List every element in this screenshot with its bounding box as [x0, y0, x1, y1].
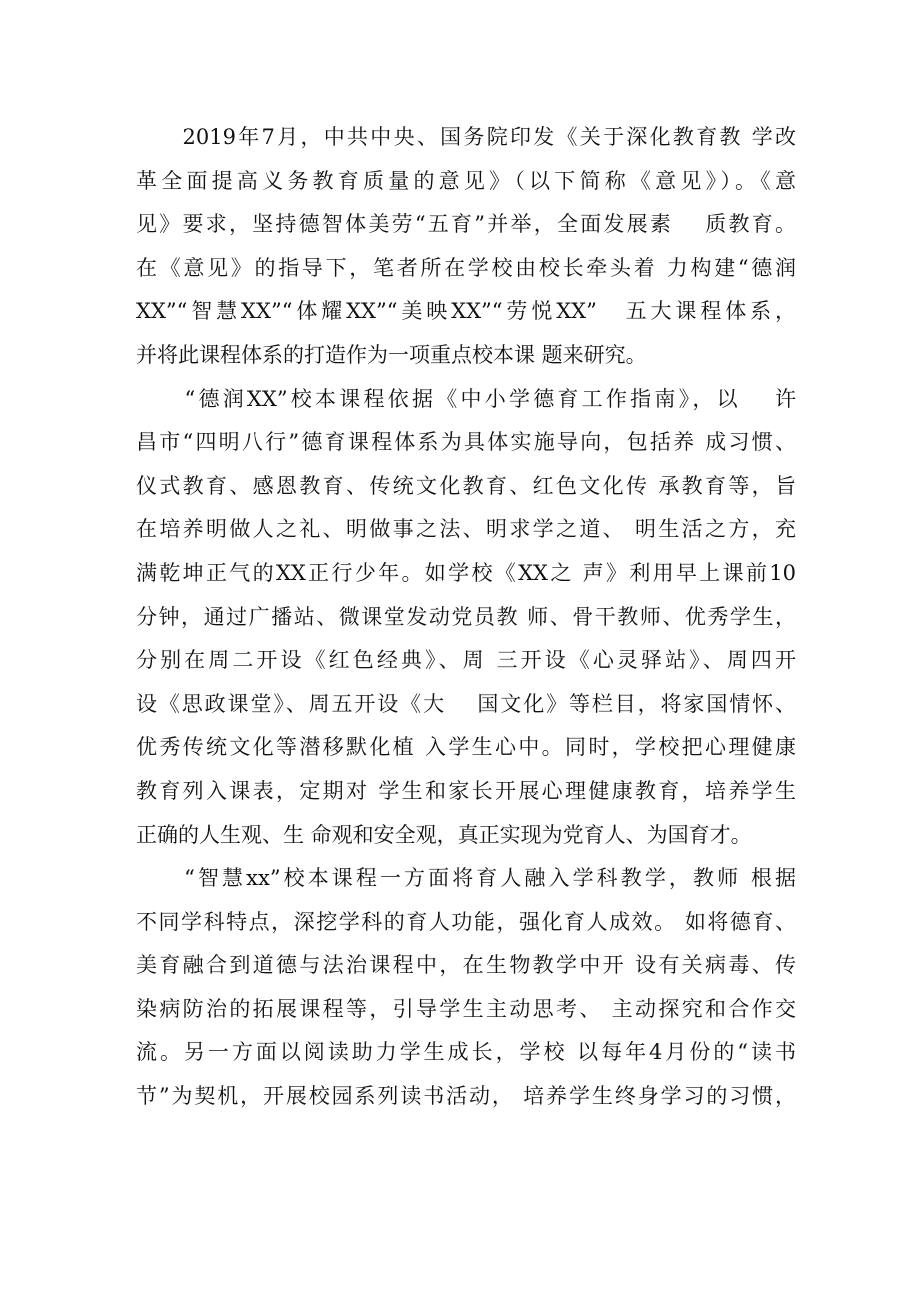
text-line: 昌市“四明八行”德育课程体系为具体实施导向，包括养 成习惯、 [136, 430, 796, 455]
text-line: 美育融合到道德与法治课程中，在生物教学中开 设有关病毒、传 [136, 953, 796, 978]
text-line: 正确的人生观、生 命观和安全观，真正实现为党育人、为国育才。 [136, 822, 752, 847]
text-line: 在《意见》的指导下，笔者所在学校由校长牵头着 力构建“德润 [136, 255, 796, 280]
text-line: 流。另一方面以阅读助力学生成长，学校 以每年4月份的“读书 [136, 1040, 796, 1065]
text-line: 教育列入课表，定期对 学生和家长开展心理健康教育，培养学生 [136, 778, 796, 803]
text-line: 分别在周二开设《红色经典》、周 三开设《心灵驿站》、周四开 [136, 648, 796, 673]
text-line: 并将此课程体系的打造作为一项重点校本课 题来研究。 [136, 342, 647, 367]
document-body [136, 116, 796, 1119]
paragraph-intro [136, 116, 796, 378]
text-line: 不同学科特点，深挖学科的育人功能，强化育人成效。 如将德育、 [136, 909, 796, 934]
text-line: “德润XX”校本课程依据《中小学德育工作指南》，以 许 [136, 386, 796, 411]
text-line: 设《思政课堂》、周五开设《大 国文化》等栏目，将家国情怀、 [136, 691, 796, 716]
text-line: 优秀传统文化等潜移默化植 入学生心中。同时，学校把心理健康 [136, 735, 796, 760]
text-line: 节”为契机，开展校园系列读书活动， 培养学生终身学习的习惯， [136, 1084, 796, 1109]
text-line: 分钟，通过广播站、微课堂发动党员教 师、骨干教师、优秀学生， [136, 604, 796, 629]
text-line: 仪式教育、感恩教育、传统文化教育、红色文化传 承教育等，旨 [136, 473, 796, 498]
text-line: 满乾坤正气的XX正行少年。如学校《XX之 声》利用早上课前10 [136, 560, 796, 585]
text-line: 染病防治的拓展课程等，引导学生主动思考、 主动探究和合作交 [136, 996, 796, 1021]
text-line: “智慧xx”校本课程一方面将育人融入学科教学，教师 根据 [136, 866, 796, 891]
text-line: 在培养明做人之礼、明做事之法、明求学之道、 明生活之方，充 [136, 517, 796, 542]
text-line: 2019年7月，中共中央、国务院印发《关于深化教育教 学改 [136, 125, 796, 149]
text-line: 见》要求，坚持德智体美劳“五育”并举，全面发展素 质教育。 [136, 212, 796, 237]
text-line: XX”“智慧XX”“体耀XX”“美映XX”“劳悦XX” 五大课程体系， [136, 299, 796, 324]
paragraph-derun-course [136, 378, 796, 858]
paragraph-zhihui-course [136, 857, 796, 1119]
text-line: 革全面提高义务教育质量的意见》（以下简称《意见》）。《意 [136, 168, 796, 193]
